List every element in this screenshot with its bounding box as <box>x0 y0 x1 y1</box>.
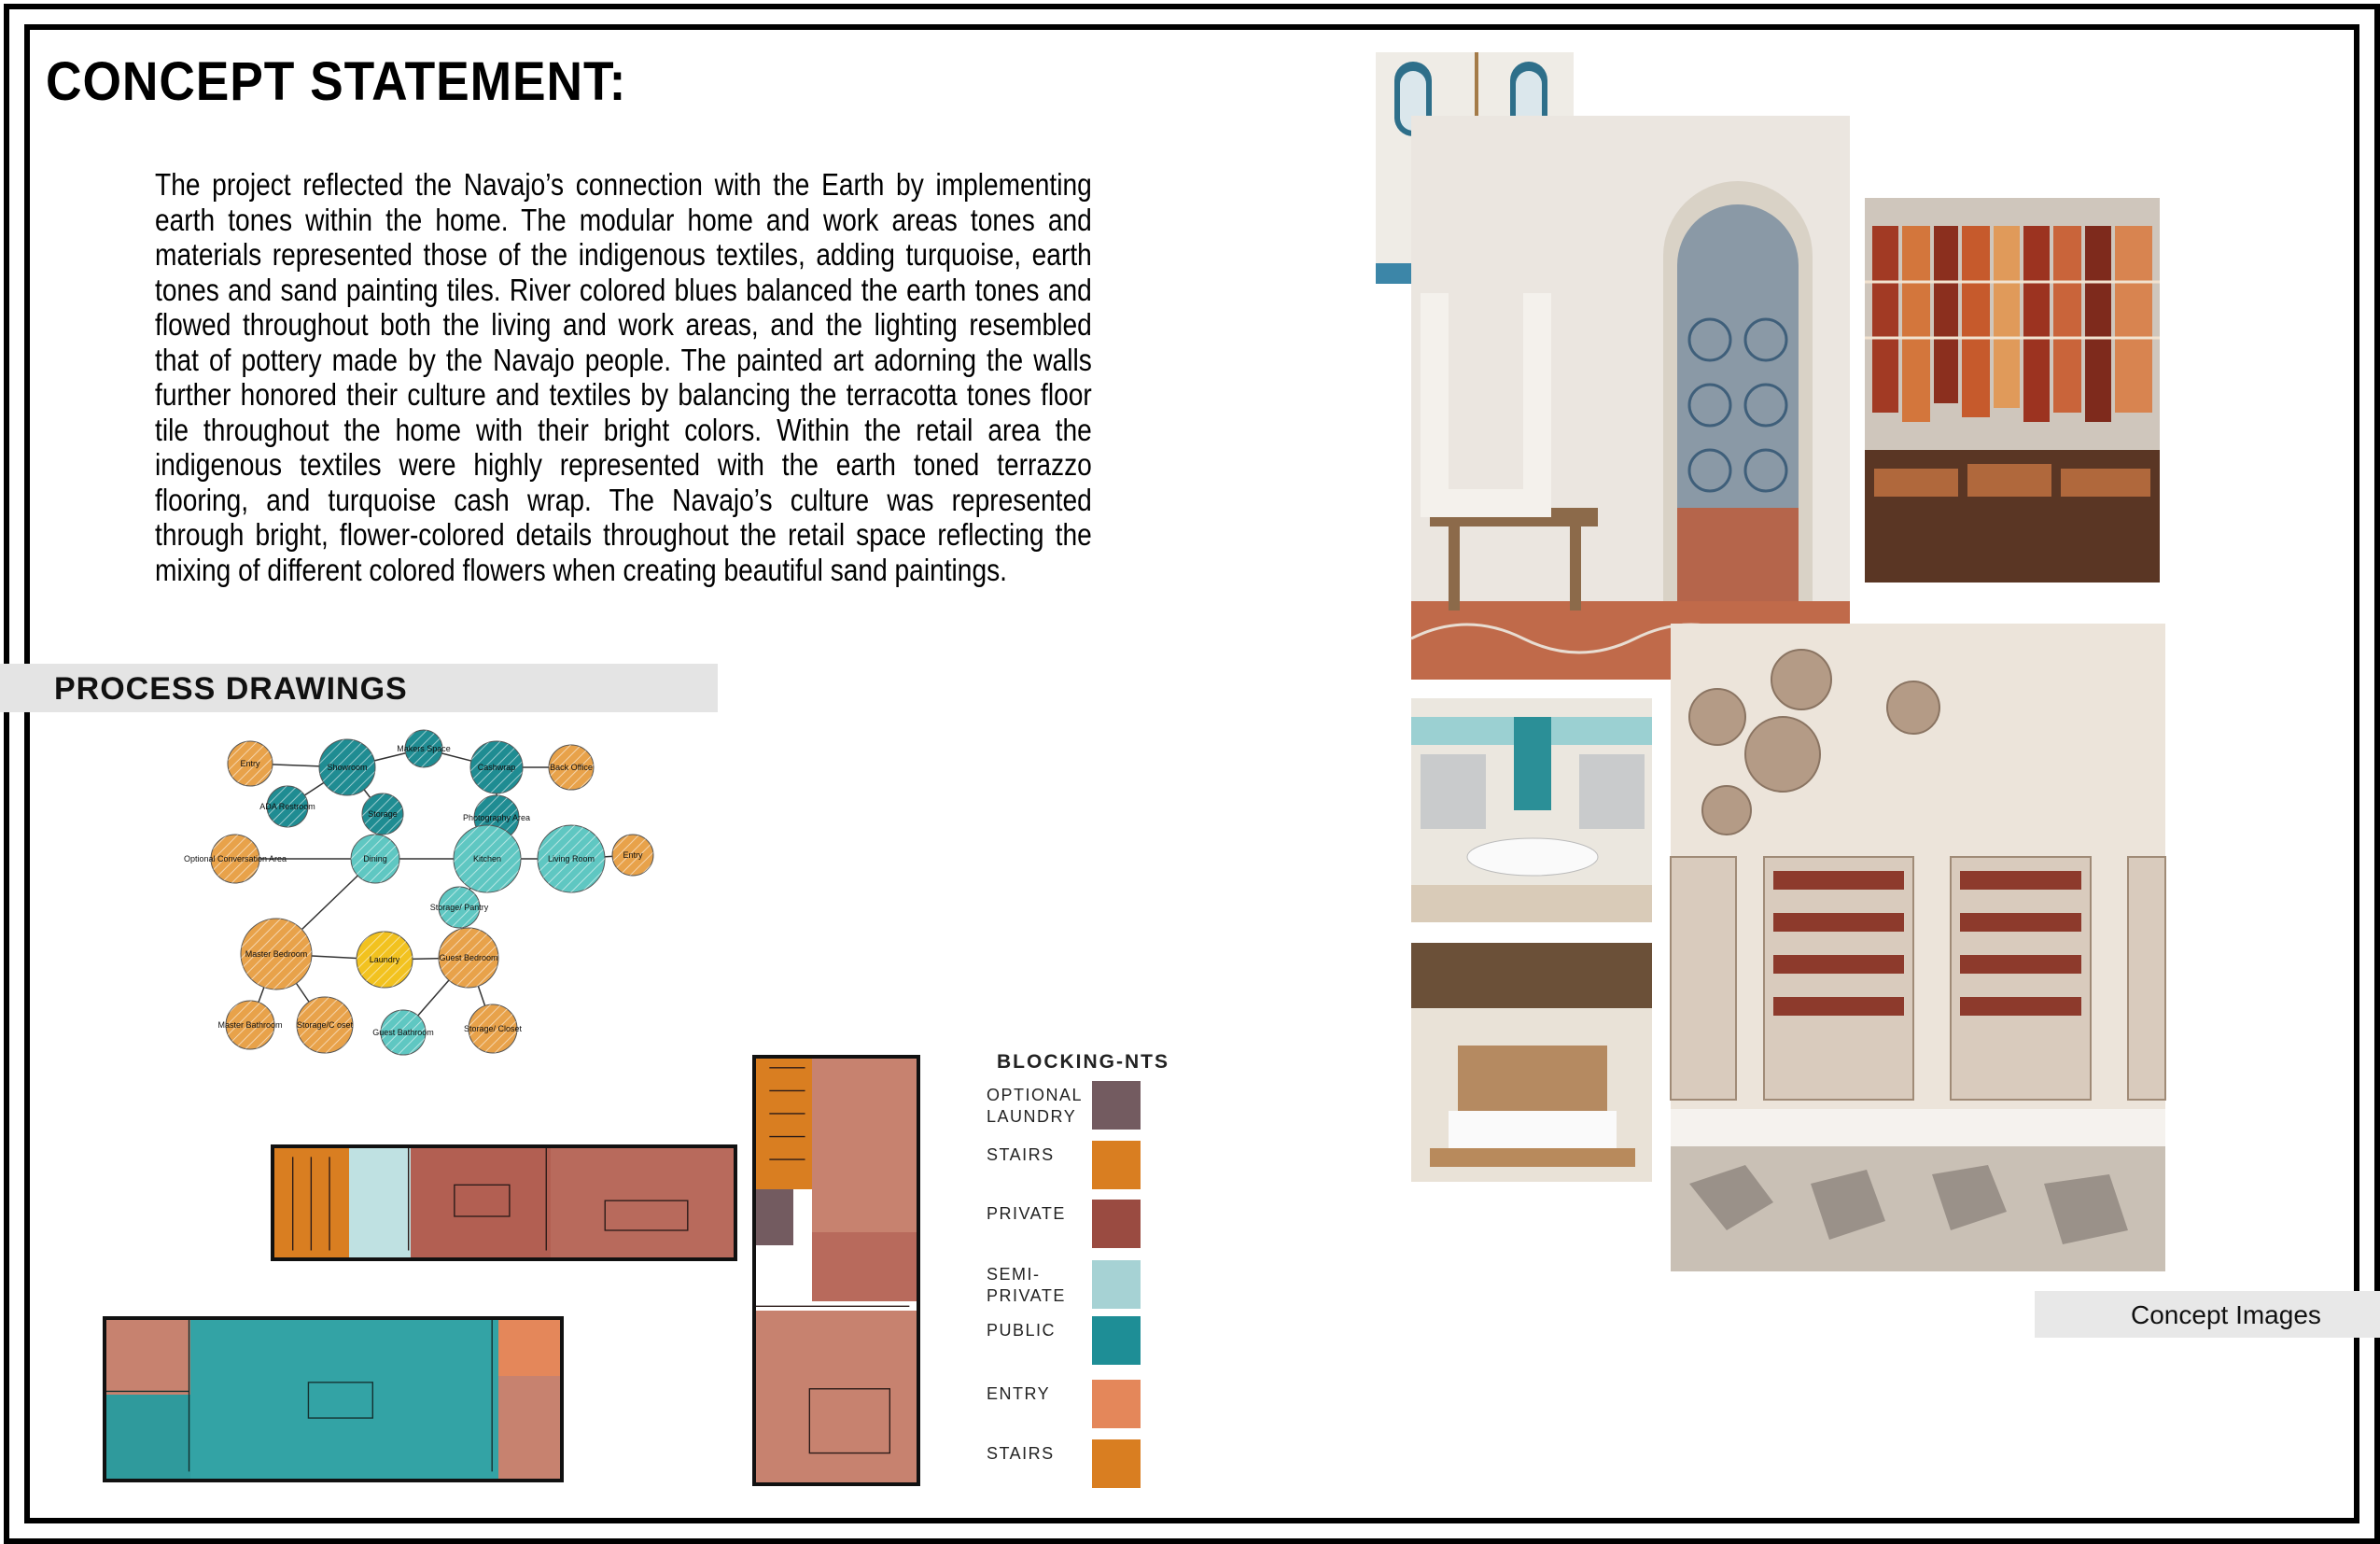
bubble-label: Makers Space <box>397 744 451 753</box>
bubble-label: Storage <box>368 809 398 819</box>
process-drawings-title: PROCESS DRAWINGS <box>54 671 408 707</box>
legend-label: PRIVATE <box>987 1204 1066 1223</box>
bubble-label: Back Office <box>550 763 593 772</box>
concept-images-caption <box>2035 1291 2380 1338</box>
legend-swatch <box>1092 1260 1141 1309</box>
bubble-label: Laundry <box>369 955 400 964</box>
bedroom-photo <box>1411 943 1652 1182</box>
bubble-label: Guest Bedroom <box>439 953 498 962</box>
legend-swatch <box>1092 1439 1141 1488</box>
bubble-label: Dining <box>363 854 387 863</box>
bubble-label: Living Room <box>547 854 595 863</box>
legend-swatch <box>1092 1081 1141 1130</box>
bubble-label: Cashwrap <box>477 763 516 772</box>
bubble-label: Entry <box>240 759 260 768</box>
bubble-label: Guest Bathroom <box>372 1028 434 1037</box>
page-title: CONCEPT STATEMENT: <box>46 51 627 112</box>
bubble-label: Storage/C oset <box>296 1020 354 1030</box>
floor-plan-a <box>271 1144 737 1261</box>
bubble-label: Optional Conversation Area <box>183 854 287 863</box>
concept-images-label: Concept Images <box>2131 1300 2321 1329</box>
bubble-diagram <box>183 728 700 1139</box>
legend-label: SEMI- PRIVATE <box>987 1265 1066 1305</box>
bubble-label: Entry <box>623 850 643 860</box>
legend-title: BLOCKING-NTS <box>997 1051 1169 1073</box>
bubble-label: Showroom <box>327 763 368 772</box>
legend-swatch <box>1092 1316 1141 1365</box>
concept-statement-text: The project reflected the Navajo’s connection with the Earth by implementing earth tones within the home. The modular home and work areas tones and materials represented those of the indigenous textiles, adding turquoise, earth tones and sand painting tiles. River colored blues balanced the earth tones and flowed throughout both the living and work areas, and the lighting resembled that of pottery made by the Navajo people. The painted art adorning the walls further honored their culture and textiles by balancing the terracotta tones floor tile throughout the home with their bright colors. Within the retail area the indigenous textiles were highly represented with the earth toned terrazzo flooring, and turquoise cash wrap. The Navajo’s culture was represented through bright, flower-colored details throughout the retail space reflecting the mixing of different colored flowers when creating beautiful sand paintings. <box>155 168 1092 588</box>
pantry-shop-photo <box>1671 624 2165 1271</box>
bubble-label: Storage/ Closet <box>463 1024 523 1033</box>
bubble-label: ADA Restroom <box>259 802 315 811</box>
legend-label: STAIRS <box>987 1444 1055 1463</box>
bubble-label: Master Bedroom <box>245 949 308 959</box>
process-drawings-header <box>0 664 718 712</box>
textiles-photo <box>1865 198 2160 583</box>
legend-swatch <box>1092 1141 1141 1189</box>
floor-plan-b <box>103 1316 564 1482</box>
legend-swatch <box>1092 1380 1141 1428</box>
legend-swatch <box>1092 1200 1141 1248</box>
bubble-label: Master Bathroom <box>217 1020 283 1030</box>
legend-label: PUBLIC <box>987 1321 1057 1340</box>
bubble-label: Photography Area <box>462 813 531 822</box>
bubble-label: Kitchen <box>472 854 502 863</box>
retail-interior-photo <box>1411 698 1652 922</box>
legend-label: STAIRS <box>987 1145 1055 1164</box>
legend-label: ENTRY <box>987 1384 1051 1403</box>
bubble-label: Storage/ Pantry <box>429 903 489 912</box>
arched-shower-photo <box>1411 116 1850 680</box>
floor-plan-c <box>752 1055 920 1486</box>
legend-label: OPTIONAL LAUNDRY <box>987 1086 1084 1126</box>
